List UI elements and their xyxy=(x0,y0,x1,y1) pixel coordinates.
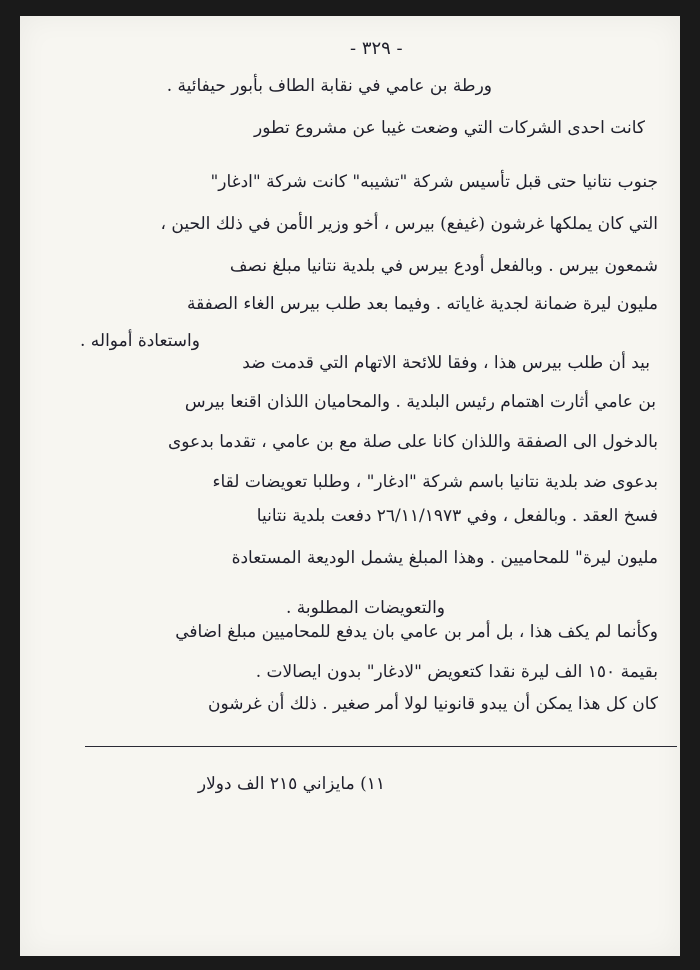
footnote: ١١) مايزاني ٢١٥ الف دولار xyxy=(197,774,385,794)
page-number: - ٣٢٩ - xyxy=(350,38,403,59)
text-line: كانت احدى الشركات التي وضعت غيبا عن مشروع تطور xyxy=(254,118,645,138)
footnote-divider xyxy=(85,746,677,747)
text-line: واستعادة أمواله . xyxy=(79,331,200,351)
text-line: بدعوى ضد بلدية نتانيا باسم شركة "ادغار" ، وطلبا تعويضات لقاء xyxy=(212,472,658,492)
text-line: بيد أن طلب بيرس هذا ، وفقا للائحة الاتهام التي قدمت ضد xyxy=(242,353,650,373)
text-line: بن عامي أثارت اهتمام رئيس البلدية . والمحاميان اللذان اقنعا بيرس xyxy=(184,392,656,412)
document-page xyxy=(20,16,680,956)
text-line: والتعويضات المطلوبة . xyxy=(285,598,445,618)
text-line: التي كان يملكها غرشون (غيفع) بيرس ، أخو وزير الأمن في ذلك الحين ، xyxy=(160,214,658,234)
text-line: وكأنما لم يكف هذا ، بل أمر بن عامي بان يدفع للمحاميين مبلغ اضافي xyxy=(175,622,658,642)
text-line: بقيمة ١٥٠ الف ليرة نقدا كتعويض "لادغار" بدون ايصالات . xyxy=(255,662,658,682)
text-line: جنوب نتانيا حتى قبل تأسيس شركة "تشيبه" كانت شركة "ادغار" xyxy=(210,172,658,192)
text-line: كان كل هذا يمكن أن يبدو قانونيا لولا أمر صغير . ذلك أن غرشون xyxy=(207,694,658,714)
text-line: شمعون بيرس . وبالفعل أودع بيرس في بلدية نتانيا مبلغ نصف xyxy=(229,256,658,276)
text-line: بالدخول الى الصفقة واللذان كانا على صلة مع بن عامي ، تقدما بدعوى xyxy=(167,432,658,452)
text-line: مليون ليرة ضمانة لجدية غاياته . وفيما بعد طلب بيرس الغاء الصفقة xyxy=(186,294,658,314)
text-line: مليون ليرة" للمحاميين . وهذا المبلغ يشمل الوديعة المستعادة xyxy=(231,548,658,568)
text-line: ورطة بن عامي في نقابة الطاف بأبور حيفائية . xyxy=(166,76,492,96)
text-line: فسخ العقد . وبالفعل ، وفي ٢٦/١١/١٩٧٣ دفعت بلدية نتانيا xyxy=(256,506,658,526)
